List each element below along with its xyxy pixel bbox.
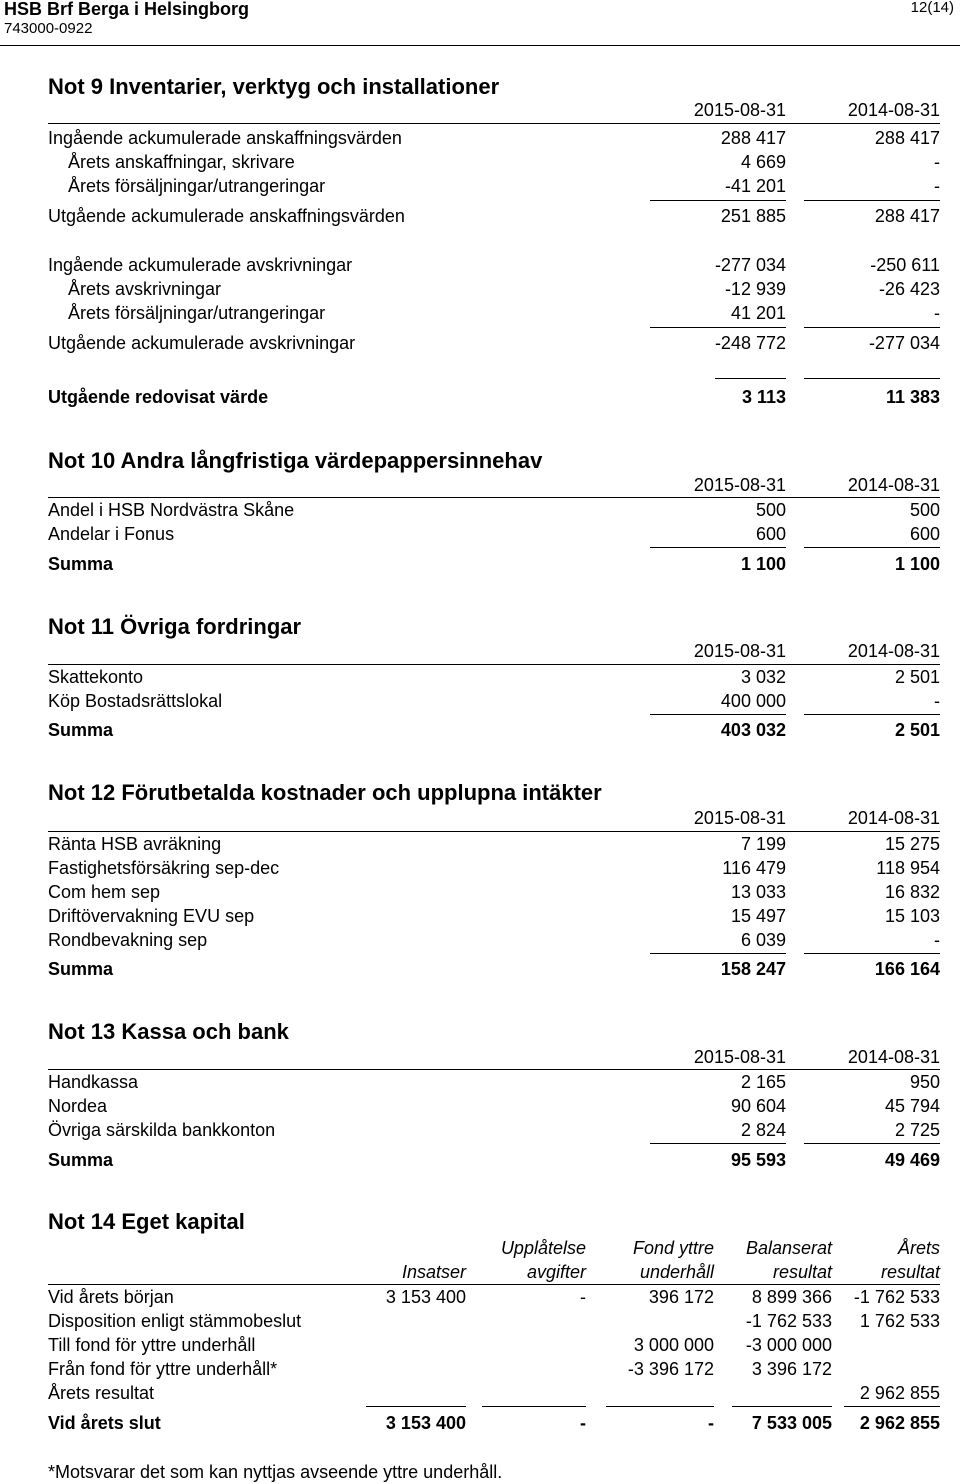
note9-row-2015: -277 034 xyxy=(714,255,786,275)
note14-title: Not 14 Eget kapital xyxy=(48,1209,245,1234)
note14-cell-fond: 396 172 xyxy=(648,1287,714,1307)
note14-cell-balanserat: 8 899 366 xyxy=(751,1287,832,1307)
note11-title: Not 11 Övriga fordringar xyxy=(48,614,302,639)
note10-row-2014: 500 xyxy=(909,500,940,520)
note13-total-2015: 95 593 xyxy=(730,1150,786,1170)
note13-col-2014: 2014-08-31 xyxy=(847,1047,940,1067)
note11-row-2015: 400 000 xyxy=(720,691,786,711)
note11-col-2015: 2015-08-31 xyxy=(693,641,786,661)
note10-total-2014: 1 100 xyxy=(894,554,940,574)
note9-col-2014: 2014-08-31 xyxy=(847,100,940,120)
note14-cell-arets: 2 962 855 xyxy=(859,1383,940,1403)
note13-row-label: Handkassa xyxy=(48,1072,139,1092)
note14-cell-balanserat: -3 000 000 xyxy=(745,1335,832,1355)
subtotal-rule xyxy=(650,953,786,954)
note14-cell-balanserat: -1 762 533 xyxy=(745,1311,832,1331)
note9-title: Not 9 Inventarier, verktyg och installationer xyxy=(48,74,500,99)
subtotal-rule xyxy=(804,200,940,201)
note11-row-2014: - xyxy=(934,691,940,711)
note12-col-2014: 2014-08-31 xyxy=(847,808,940,828)
note12-row-2015: 116 479 xyxy=(722,858,786,878)
note9-row-2015: 41 201 xyxy=(730,303,786,323)
note9-row-label: Utgående ackumulerade avskrivningar xyxy=(48,333,356,353)
footnote: *Motsvarar det som kan nyttjas avseende yttre underhåll. xyxy=(48,1462,503,1482)
note14-cell-fond: -3 396 172 xyxy=(627,1359,714,1379)
note10-row-2014: 600 xyxy=(909,524,940,544)
note9-row-2015: 288 417 xyxy=(720,128,786,148)
note14-row-label: Årets resultat xyxy=(48,1383,155,1403)
note9-total-label: Utgående redovisat värde xyxy=(48,387,269,407)
note13-row-2014: 45 794 xyxy=(884,1096,940,1116)
note11-total-2014: 2 501 xyxy=(894,720,940,740)
subtotal-rule xyxy=(804,547,940,548)
col-header-fond-l1: Fond yttre xyxy=(632,1238,714,1258)
note12-row-2014: 15 103 xyxy=(884,906,940,926)
note14-cell-fond: 3 000 000 xyxy=(633,1335,714,1355)
subtotal-rule xyxy=(844,1406,940,1407)
note12-col-2015: 2015-08-31 xyxy=(693,808,786,828)
note10-total-2015: 1 100 xyxy=(740,554,786,574)
note13-row-label: Nordea xyxy=(48,1096,108,1116)
subtotal-rule xyxy=(650,547,786,548)
note10-row-label: Andelar i Fonus xyxy=(48,524,175,544)
note11-row-2014: 2 501 xyxy=(894,667,940,687)
note13-row-label: Övriga särskilda bankkonton xyxy=(48,1120,276,1140)
note14-cell-arets: 1 762 533 xyxy=(859,1311,940,1331)
note9-row-2014: 288 417 xyxy=(874,128,940,148)
note13-title: Not 13 Kassa och bank xyxy=(48,1019,289,1044)
note9-col-2015: 2015-08-31 xyxy=(693,100,786,120)
note14-row-label: Från fond för yttre underhåll* xyxy=(48,1359,278,1379)
note12-total-label: Summa xyxy=(48,959,114,979)
col-header-arets-l1: Årets xyxy=(897,1238,940,1258)
note13-row-2015: 2 824 xyxy=(740,1120,786,1140)
note14-total-insatser: 3 153 400 xyxy=(385,1413,466,1433)
subtotal-rule xyxy=(804,953,940,954)
subtotal-rule xyxy=(804,714,940,715)
subtotal-rule xyxy=(650,327,786,328)
note9-row-label: Årets avskrivningar xyxy=(68,279,222,299)
note11-total-label: Summa xyxy=(48,720,114,740)
note14-row-label: Vid årets början xyxy=(48,1287,174,1307)
col-header-arets-l2: resultat xyxy=(880,1262,940,1282)
note12-row-2014: 118 954 xyxy=(876,858,940,878)
subtotal-rule xyxy=(804,327,940,328)
note12-row-label: Driftövervakning EVU sep xyxy=(48,906,255,926)
note9-row-2014: 288 417 xyxy=(874,206,940,226)
subtotal-rule xyxy=(482,1406,586,1407)
note14-total-upplatelse: - xyxy=(580,1413,586,1433)
col-header-fond-l2: underhåll xyxy=(639,1262,714,1282)
note12-row-2015: 7 199 xyxy=(740,834,786,854)
note10-row-2015: 600 xyxy=(755,524,786,544)
note9-row-2014: - xyxy=(934,176,940,196)
note9-row-2015: 4 669 xyxy=(740,152,786,172)
col-header-insatser-l2: Insatser xyxy=(401,1262,466,1282)
note9-row-label: Utgående ackumulerade anskaffningsvärden xyxy=(48,206,405,226)
note12-row-label: Ränta HSB avräkning xyxy=(48,834,222,854)
total-rule xyxy=(804,378,940,379)
note14-cell-insatser: 3 153 400 xyxy=(385,1287,466,1307)
note13-header-rule xyxy=(48,1069,940,1070)
subtotal-rule xyxy=(650,1143,786,1144)
note11-header-rule xyxy=(48,664,940,665)
note14-total-fond: - xyxy=(708,1413,714,1433)
note10-title: Not 10 Andra långfristiga värdepappersinnehav xyxy=(48,448,543,473)
note10-col-2015: 2015-08-31 xyxy=(693,475,786,495)
note9-row-2014: - xyxy=(934,303,940,323)
header-rule xyxy=(0,45,960,46)
note10-total-label: Summa xyxy=(48,554,114,574)
note9-row-2015: -248 772 xyxy=(714,333,786,353)
note13-col-2015: 2015-08-31 xyxy=(693,1047,786,1067)
note9-row-2014: -26 423 xyxy=(878,279,940,299)
note12-row-2015: 15 497 xyxy=(730,906,786,926)
org-name: HSB Brf Berga i Helsingborg xyxy=(4,0,250,19)
note12-row-2015: 6 039 xyxy=(740,930,786,950)
subtotal-rule xyxy=(804,1143,940,1144)
note14-row-label: Till fond för yttre underhåll xyxy=(48,1335,256,1355)
subtotal-rule xyxy=(366,1406,466,1407)
note13-row-2014: 950 xyxy=(909,1072,940,1092)
note9-row-label: Årets försäljningar/utrangeringar xyxy=(68,303,326,323)
note10-col-2014: 2014-08-31 xyxy=(847,475,940,495)
note12-row-2014: 16 832 xyxy=(884,882,940,902)
col-header-balanserat-l1: Balanserat xyxy=(745,1238,832,1258)
note12-total-2014: 166 164 xyxy=(874,959,940,979)
col-header-upplatelse-l2: avgifter xyxy=(526,1262,586,1282)
note14-total-arets: 2 962 855 xyxy=(859,1413,940,1433)
note9-total-2014: 11 383 xyxy=(885,387,940,407)
page-number: 12(14) xyxy=(910,0,954,16)
note9-row-2015: -12 939 xyxy=(724,279,786,299)
note9-row-2015: 251 885 xyxy=(720,206,786,226)
note14-cell-balanserat: 3 396 172 xyxy=(751,1359,832,1379)
note9-row-2014: -250 611 xyxy=(870,255,940,275)
note9-total-2015: 3 113 xyxy=(741,387,786,407)
note9-header-rule xyxy=(48,123,940,124)
note10-header-rule xyxy=(48,497,940,498)
note12-row-label: Rondbevakning sep xyxy=(48,930,208,950)
note14-header-rule xyxy=(48,1284,940,1285)
note14-cell-arets: -1 762 533 xyxy=(853,1287,940,1307)
note12-total-2015: 158 247 xyxy=(720,959,786,979)
subtotal-rule xyxy=(650,714,786,715)
note13-total-2014: 49 469 xyxy=(884,1150,940,1170)
note11-row-label: Skattekonto xyxy=(48,667,144,687)
note14-total-label: Vid årets slut xyxy=(48,1413,161,1433)
note11-col-2014: 2014-08-31 xyxy=(847,641,940,661)
org-number: 743000-0922 xyxy=(4,20,93,37)
note10-row-2015: 500 xyxy=(755,500,786,520)
note14-cell-upplatelse: - xyxy=(580,1287,586,1307)
total-rule xyxy=(715,378,786,379)
note12-row-2014: - xyxy=(934,930,940,950)
col-header-upplatelse-l1: Upplåtelse xyxy=(500,1238,586,1258)
note10-row-label: Andel i HSB Nordvästra Skåne xyxy=(48,500,295,520)
subtotal-rule xyxy=(650,200,786,201)
note13-total-label: Summa xyxy=(48,1150,114,1170)
note11-row-label: Köp Bostadsrättslokal xyxy=(48,691,223,711)
note13-row-2015: 90 604 xyxy=(730,1096,786,1116)
note13-row-2014: 2 725 xyxy=(894,1120,940,1140)
note12-row-2015: 13 033 xyxy=(730,882,786,902)
col-header-balanserat-l2: resultat xyxy=(772,1262,832,1282)
note9-row-label: Årets anskaffningar, skrivare xyxy=(68,152,295,172)
subtotal-rule xyxy=(606,1406,714,1407)
note12-row-label: Fastighetsförsäkring sep-dec xyxy=(48,858,280,878)
note9-row-2014: - xyxy=(934,152,940,172)
subtotal-rule xyxy=(732,1406,832,1407)
note9-row-2014: -277 034 xyxy=(868,333,940,353)
note9-row-label: Ingående ackumulerade anskaffningsvärden xyxy=(48,128,402,148)
note11-row-2015: 3 032 xyxy=(740,667,786,687)
note12-row-2014: 15 275 xyxy=(884,834,940,854)
note12-title: Not 12 Förutbetalda kostnader och upplupna intäkter xyxy=(48,780,602,805)
note9-row-label: Ingående ackumulerade avskrivningar xyxy=(48,255,353,275)
note12-header-rule xyxy=(48,831,940,832)
note9-row-label: Årets försäljningar/utrangeringar xyxy=(68,176,326,196)
note13-row-2015: 2 165 xyxy=(740,1072,786,1092)
note9-row-2015: -41 201 xyxy=(724,176,786,196)
note14-total-balanserat: 7 533 005 xyxy=(751,1413,832,1433)
note11-total-2015: 403 032 xyxy=(720,720,786,740)
note12-row-label: Com hem sep xyxy=(48,882,161,902)
note14-row-label: Disposition enligt stämmobeslut xyxy=(48,1311,302,1331)
